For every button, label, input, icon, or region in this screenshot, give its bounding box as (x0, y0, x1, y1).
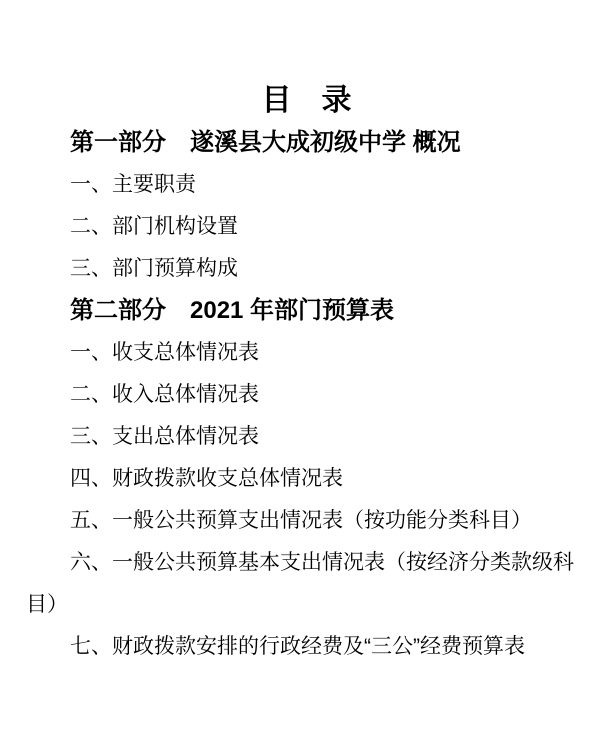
toc-item: 二、收入总体情况表 (70, 383, 259, 406)
toc-item: 六、一般公共预算基本支出情况表（按经济分类款级科目） (26, 551, 574, 616)
toc-item: 三、支出总体情况表 (70, 425, 259, 448)
toc-item: 一、收支总体情况表 (70, 341, 259, 364)
document-page (0, 80, 613, 750)
toc-item: 二、部门机构设置 (70, 215, 238, 238)
table-of-contents (26, 122, 587, 668)
toc-item: 七、财政拨款安排的行政经费及“三公”经费预算表 (70, 635, 525, 658)
page-title: 目 录 (261, 84, 352, 117)
toc-item: 三、部门预算构成 (70, 257, 238, 280)
toc-item: 一、主要职责 (70, 173, 196, 196)
toc-item: 四、财政拨款收支总体情况表 (70, 467, 343, 490)
toc-item: 五、一般公共预算支出情况表（按功能分类科目） (70, 509, 532, 532)
toc-section-heading: 第二部分 2021 年部门预算表 (70, 297, 395, 324)
toc-section-heading: 第一部分 遂溪县大成初级中学 概况 (70, 129, 461, 156)
